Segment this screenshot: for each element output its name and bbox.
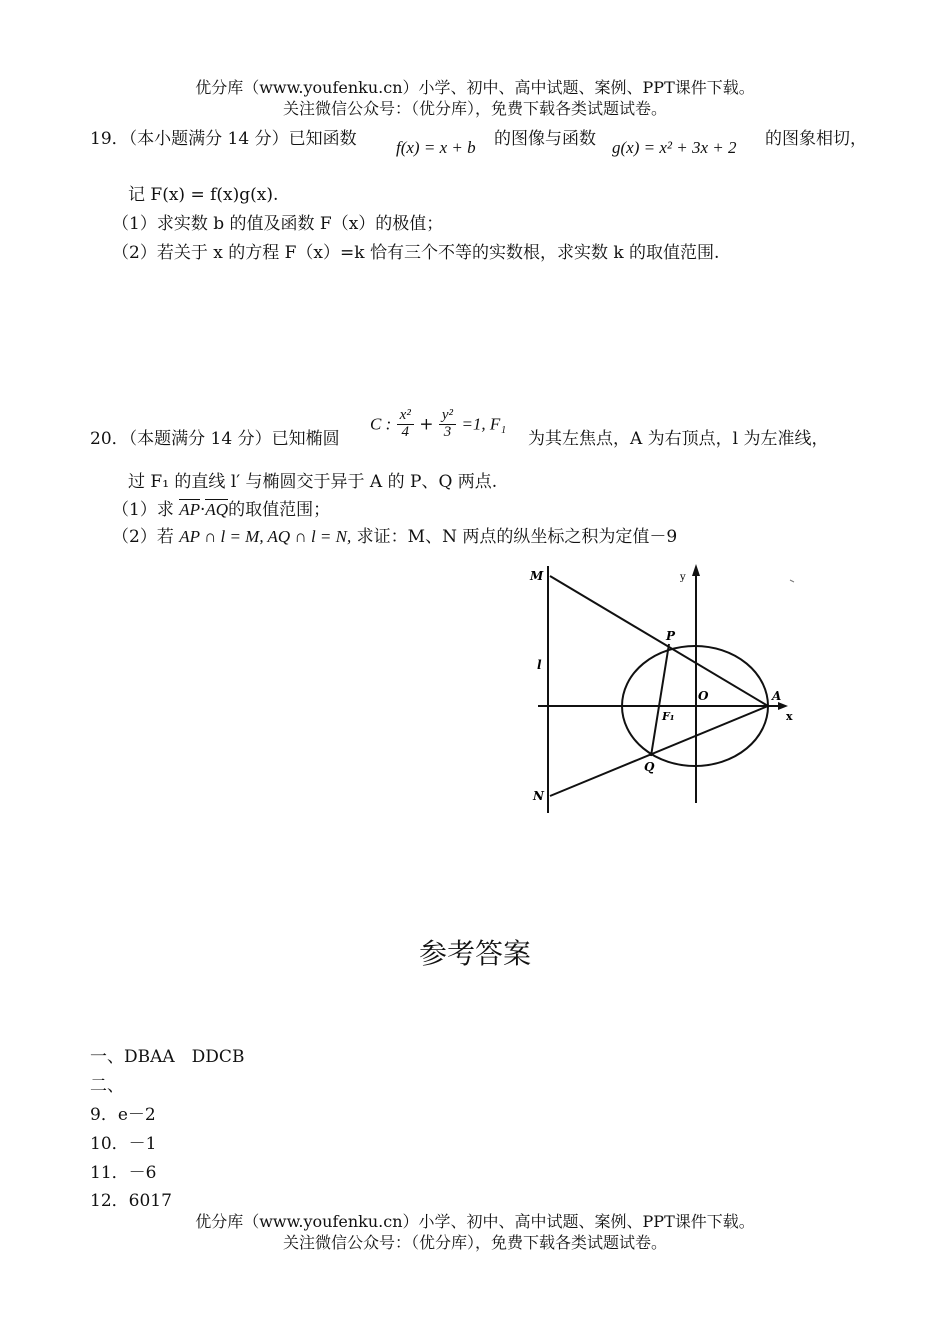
q19-g-expression: g(x) = x² + 3x + 2 [612, 138, 737, 157]
q20-line-2: 过 F₁ 的直线 l′ 与椭圆交于异于 A 的 P、Q 两点. [128, 472, 498, 492]
answer-12: 12．6017 [90, 1191, 172, 1211]
q19-first-line [90, 124, 357, 149]
answer-section-2: 二、 [90, 1076, 124, 1096]
q20-frac-x-num: x² [397, 408, 414, 425]
q19-head: （本小题满分 14 分）已知函数 [128, 129, 357, 149]
q20-ellipse-C: C : [370, 414, 392, 434]
q20-eq-tail: =1, F₁ [461, 414, 507, 434]
q20-plus: + [419, 414, 434, 435]
label-N: N [533, 789, 544, 803]
q20-frac-x [397, 408, 414, 441]
q19-part-1: （1）求实数 b 的值及函数 F（x）的极值； [112, 214, 444, 234]
label-Q: Q [644, 760, 655, 774]
footer-line-1: 优分库（www.youfenku.cn）小学、初中、高中试题、案例、PPT课件下载。 [195, 1212, 755, 1231]
line-AM [550, 576, 768, 706]
q19-f-expression: f(x) = x + b [396, 138, 476, 157]
y-axis-arrow [692, 564, 700, 576]
label-x: x [786, 710, 793, 723]
q19-number: 19． [90, 129, 129, 149]
footer-line-2: 关注微信公众号：（优分库），免费下载各类试题试卷。 [282, 1233, 667, 1252]
q20-part-2 [112, 522, 677, 547]
header-line-1: 优分库（www.youfenku.cn）小学、初中、高中试题、案例、PPT课件下载。 [195, 78, 755, 97]
label-y: y [680, 572, 686, 583]
q19-part-2: （2）若关于 x 的方程 F（x）=k 恰有三个不等的实数根，求实数 k 的取值范围. [112, 243, 720, 263]
q20-vector-AQ: AQ [205, 500, 229, 519]
label-P: P [666, 629, 676, 643]
q20-frac-x-den: 4 [401, 423, 409, 440]
q19-define-F: 记 F(x) = f(x)g(x). [128, 185, 279, 205]
q19-tail-text: 的图象相切， [765, 129, 867, 149]
q20-dot: · [200, 500, 206, 520]
answer-9: 9．e－2 [90, 1105, 156, 1125]
q20-vector-AP: AP [179, 500, 201, 519]
q20-part1-post: 的取值范围； [228, 500, 331, 520]
line-PQ [651, 644, 669, 756]
q20-part-1 [112, 495, 330, 520]
q20-frac-y-num: y² [439, 408, 456, 425]
q20-ellipse-equation [370, 408, 506, 441]
label-M: M [530, 569, 544, 583]
scan-mark [790, 580, 794, 582]
answers-title: 参考答案 [418, 937, 531, 970]
header-line-2: 关注微信公众号：（优分库），免费下载各类试题试卷。 [282, 99, 667, 118]
label-A: A [772, 689, 782, 703]
q20-part2-math: AP ∩ l = M, AQ ∩ l = N, [179, 527, 352, 546]
q20-part1-pre: （1）求 [112, 500, 174, 520]
q20-part2-pre: （2）若 [112, 527, 174, 547]
ellipse-figure [520, 558, 820, 818]
answer-section-1: 一、DBAA DDCB [90, 1047, 245, 1067]
x-axis-arrow [778, 702, 788, 710]
q20-part2-post: 求证：M、N 两点的纵坐标之积为定值－9 [356, 527, 678, 547]
q20-frac-y-den: 3 [443, 423, 452, 440]
q20-frac-y [439, 408, 456, 441]
answer-10: 10．－1 [90, 1134, 157, 1154]
label-l: l [537, 658, 542, 672]
q20-head: （本题满分 14 分）已知椭圆 [128, 429, 340, 449]
answer-11: 11．－6 [90, 1163, 157, 1183]
label-O: O [698, 689, 709, 703]
q20-first-line [90, 424, 340, 449]
q19-mid-text: 的图像与函数 [494, 129, 596, 149]
q20-number: 20． [90, 429, 129, 449]
line-AN [550, 706, 768, 796]
label-F1: F₁ [662, 710, 675, 723]
q20-tail-text: 为其左焦点，A 为右顶点，l 为左准线， [528, 429, 829, 449]
